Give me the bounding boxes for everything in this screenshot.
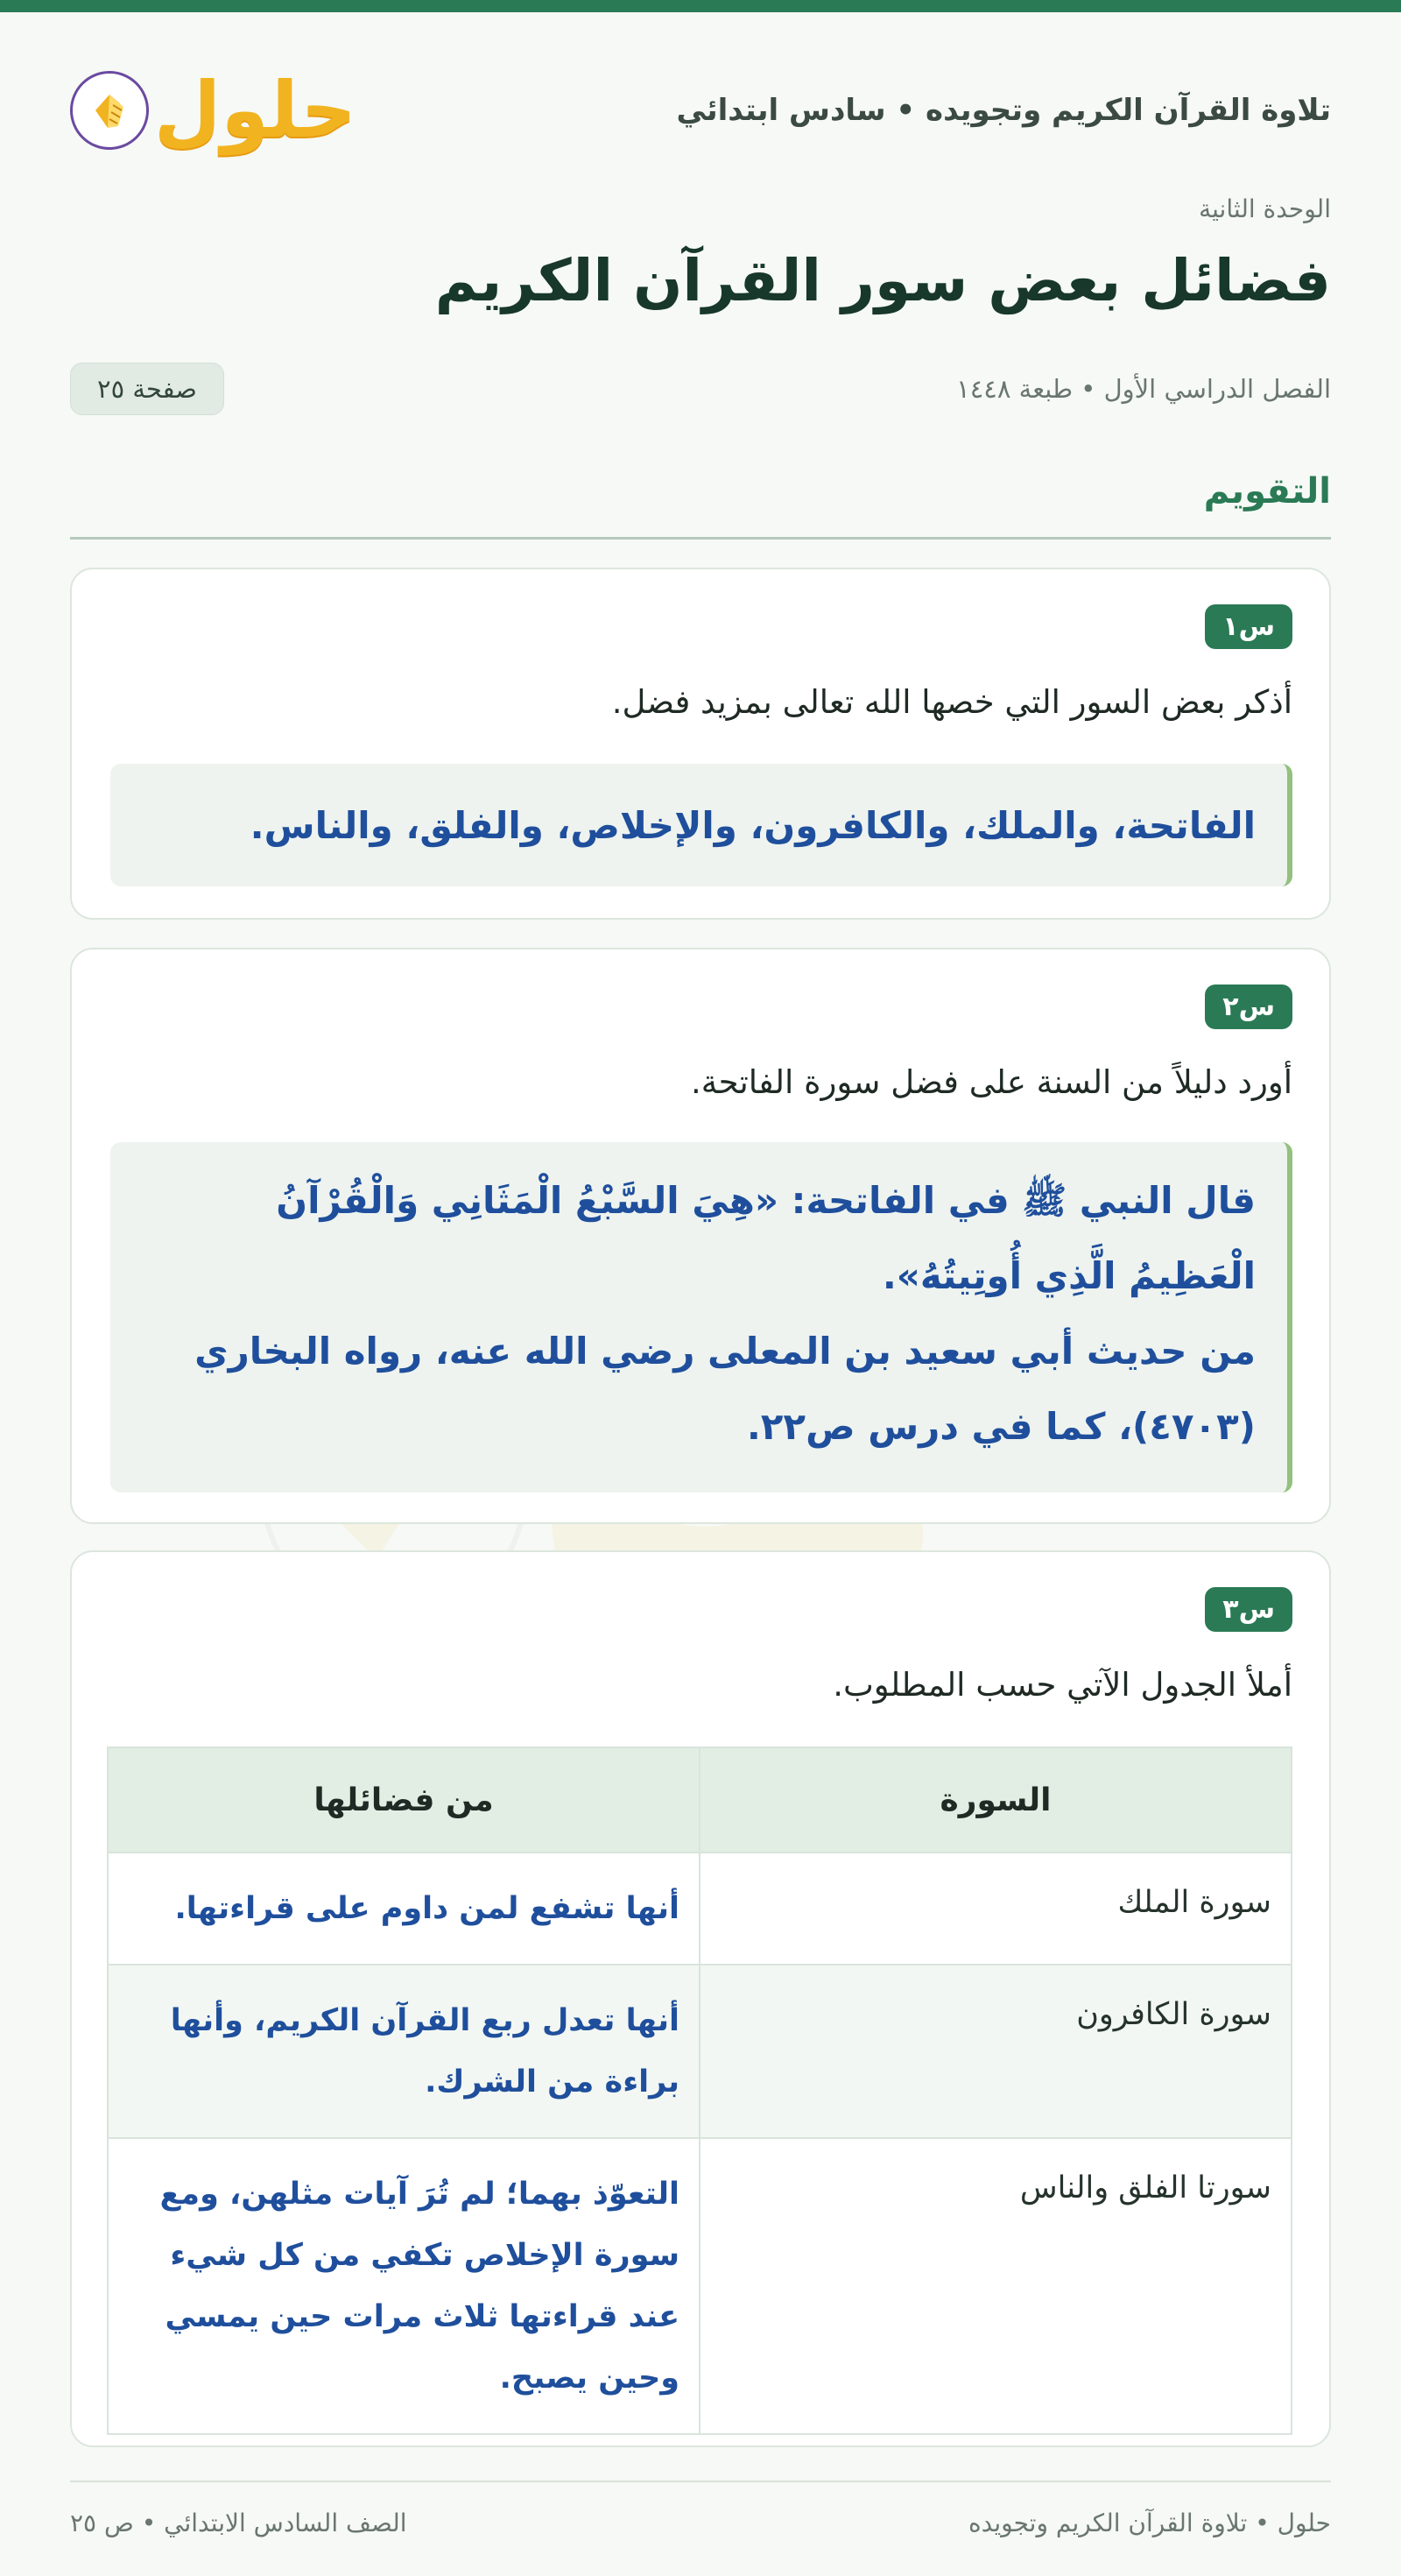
hulul-logo[interactable] <box>70 65 356 155</box>
virtue-cell: أنها تعدل ربع القرآن الكريم، وأنها براءة من الشرك. <box>108 1965 700 2138</box>
question-badge: س٣ <box>1205 1587 1292 1632</box>
section-header <box>70 471 1331 540</box>
surah-cell: سورة الكافرون <box>700 1965 1292 2138</box>
column-header-surah: السورة <box>700 1747 1292 1853</box>
question-text: أورد دليلاً من السنة على فضل سورة الفاتحة. <box>690 1063 1292 1101</box>
answer-hadith: قال النبي ﷺ في الفاتحة: «هِيَ السَّبْعُ الْمَثَانِي وَالْقُرْآنُ الْعَظِيمُ الَّذِي أُوتِيتُهُ». <box>276 1179 1256 1297</box>
question-card-1 <box>70 568 1331 920</box>
table-row <box>108 1853 1292 1965</box>
question-text: أذكر بعض السور التي خصها الله تعالى بمزيد فضل. <box>611 683 1292 721</box>
table-row <box>108 2138 1292 2434</box>
footer-grade-page: الصف السادس الابتدائي • ص ٢٥ <box>70 2509 407 2537</box>
unit-label: الوحدة الثانية <box>1199 194 1331 223</box>
meta-row <box>70 357 1331 420</box>
surah-cell: سورتا الفلق والناس <box>700 2138 1292 2434</box>
question-card-3 <box>70 1550 1331 2447</box>
page-number-chip: صفحة ٢٥ <box>70 363 224 415</box>
answer-box: الفاتحة، والملك، والكافرون، والإخلاص، والفلق، والناس. <box>110 764 1292 886</box>
book-title: تلاوة القرآن الكريم وتجويده • سادس ابتدائي <box>676 93 1331 128</box>
table-row <box>108 1965 1292 2138</box>
section-title: التقويم <box>1203 471 1331 512</box>
footer-book-name: حلول • تلاوة القرآن الكريم وتجويده <box>968 2509 1331 2537</box>
virtues-table <box>107 1747 1292 2435</box>
answer-source: من حديث أبي سعيد بن المعلى رضي الله عنه، رواه البخاري (٤٧٠٣)، كما في درس ص٢٢. <box>194 1330 1256 1448</box>
page-header <box>70 58 1331 163</box>
surah-cell: سورة الملك <box>700 1853 1292 1965</box>
question-badge: س١ <box>1205 604 1292 649</box>
table-header-row <box>108 1747 1292 1853</box>
virtue-cell: أنها تشفع لمن داوم على قراءتها. <box>108 1853 700 1965</box>
term-edition: الفصل الدراسي الأول • طبعة ١٤٤٨ <box>956 374 1331 404</box>
top-accent-bar <box>0 0 1401 12</box>
column-header-virtue: من فضائلها <box>108 1747 700 1853</box>
question-badge: س٢ <box>1205 985 1292 1029</box>
question-text: أملأ الجدول الآتي حسب المطلوب. <box>833 1666 1292 1704</box>
page-footer <box>70 2481 1331 2564</box>
page-title: فضائل بعض سور القرآن الكريم <box>434 247 1331 314</box>
question-card-2 <box>70 948 1331 1524</box>
virtue-cell: التعوّذ بهما؛ لم تُرَ آيات مثلهن، ومع سورة الإخلاص تكفي من كل شيء عند قراءتها ثلاث مرات حين يمسي وحين يصبح. <box>108 2138 700 2434</box>
book-icon <box>70 71 149 150</box>
answer-box <box>110 1142 1292 1493</box>
logo-text: حلول <box>154 65 356 155</box>
